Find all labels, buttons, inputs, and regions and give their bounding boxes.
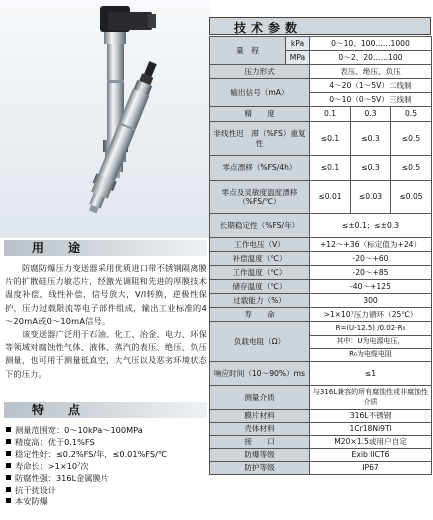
accuracy-label: 精 度: [210, 107, 310, 122]
temp-drift-label: 零点及灵敏度温度漂移（%FS/℃）: [210, 181, 310, 214]
pressure-form-value: 表压、绝压、负压: [310, 65, 432, 79]
work-temp-label: 工作温度（℃）: [210, 266, 310, 280]
protection-label: 防护等级: [210, 462, 310, 475]
nonlinear-label: 非线性迟 滞（%FS）重复性: [210, 122, 310, 156]
spec-row-port: [210, 436, 432, 449]
spec-title: 技术参数: [234, 21, 303, 35]
spec-row-load: [210, 322, 432, 336]
explosion-label: 防爆等级: [210, 449, 310, 462]
comp-temp-value: -20～+60: [310, 252, 432, 266]
usage-title: 用 途: [32, 241, 87, 255]
output-label: 输出信号（mA）: [210, 79, 310, 107]
shell-value: 1Cr18Ni9Ti: [310, 423, 432, 436]
overload-label: 过载能力（%）: [210, 294, 310, 308]
kpa-unit: kPa: [286, 37, 310, 51]
spec-row-range: [210, 37, 432, 51]
zero-drift-value: ≤0.1: [310, 156, 351, 181]
spec-row-life: [210, 308, 432, 322]
spec-row-response: [210, 362, 432, 386]
spec-row-temp-drift: [210, 181, 432, 214]
left-column: [0, 0, 210, 520]
nonlinear-value: ≤0.1: [310, 122, 351, 156]
comp-temp-label: 补偿温度（℃）: [210, 252, 310, 266]
spec-row-work-temp: [210, 266, 432, 280]
features-list: [6, 425, 206, 508]
medium-value: 与316L兼容的所有腐蚀性或非腐蚀性介质: [310, 386, 432, 410]
spec-row-stability: [210, 214, 432, 238]
spec-row-overload: [210, 294, 432, 308]
response-value: ≤1: [310, 362, 432, 386]
spec-row-voltage: [210, 238, 432, 252]
spec-row-explosion: [210, 449, 432, 462]
mpa-value: 0～2、20……100: [310, 51, 432, 65]
feature-item: 抗干扰设计: [6, 485, 206, 497]
stability-value: ≤±0.1；≤±0.3: [310, 214, 432, 238]
feature-item: 稳定性好：≤0.2%FS/年，≤0.01%FS/℃: [6, 449, 206, 461]
usage-text: [5, 262, 207, 381]
spec-row-protection: [210, 462, 432, 475]
product-photo: [0, 0, 210, 238]
storage-temp-value: -40～+125: [310, 280, 432, 294]
spec-row-output: [210, 79, 432, 93]
usage-paragraph: 防腐防爆压力变送器采用优质进口带不锈钢隔离膜片的扩散硅压力敏芯片，经激光调阻和先进的厚膜技术温度补偿，线性补偿，信号放大，V/I转换，逆极性保护，压力过载限流等电子部件组成，输出工业标准的4～20mA或0～10mA信号。: [5, 263, 207, 326]
life-value: >1×10⁷压力循环（25℃）: [310, 308, 432, 322]
nonlinear-value: ≤0.5: [391, 122, 432, 156]
load-value: 其中：U为电源电压，: [310, 336, 432, 349]
diaphragm-label: 膜片材料: [210, 410, 310, 423]
storage-temp-label: 储存温度（℃）: [210, 280, 310, 294]
spec-row-pressure-form: [210, 65, 432, 79]
nonlinear-value: ≤0.3: [351, 122, 391, 156]
port-label: 接 口: [210, 436, 310, 449]
voltage-label: 工作电压（V）: [210, 238, 310, 252]
spec-row-accuracy: [210, 107, 432, 122]
protection-value: IP67: [310, 462, 432, 475]
feature-item: 本安防爆: [6, 496, 206, 508]
spec-table: [209, 36, 432, 475]
port-value: M20×1.5或用户自定: [310, 436, 432, 449]
usage-section-bar: [4, 240, 207, 256]
load-value: R₀为电缆电阻: [310, 349, 432, 362]
features-section-bar: [4, 402, 207, 418]
spec-row-comp-temp: [210, 252, 432, 266]
feature-item: 寿命长：>1×10⁷次: [6, 461, 206, 473]
stability-label: 长期稳定性（%FS/年）: [210, 214, 310, 238]
explosion-value: Exib IICT6: [310, 449, 432, 462]
zero-drift-value: ≤0.3: [351, 156, 391, 181]
accuracy-value: 0.1: [310, 107, 351, 122]
spec-row-nonlinear: [210, 122, 432, 156]
temp-drift-value: ≤0.01: [310, 181, 351, 214]
diaphragm-value: 316L不锈钢: [310, 410, 432, 423]
life-label: 寿 命: [210, 308, 310, 322]
response-label: 响应时间（10～90%）ms: [210, 362, 310, 386]
feature-item: 精度高：优于0.1%FS: [6, 437, 206, 449]
output-value: 0～10（0～5V）三线制: [310, 93, 432, 107]
feature-item: 防腐性强：316L金属膜片: [6, 473, 206, 485]
zero-drift-value: ≤0.5: [391, 156, 432, 181]
spec-row-zero-drift: [210, 156, 432, 181]
temp-drift-value: ≤0.05: [391, 181, 432, 214]
feature-item: 测量范围宽：0～10kPa～100MPa: [6, 425, 206, 437]
output-value: 4～20（1～5V）二线制: [310, 79, 432, 93]
spec-row-medium: [210, 386, 432, 410]
spec-row-shell: [210, 423, 432, 436]
shell-label: 壳体材料: [210, 423, 310, 436]
mpa-unit: MPa: [286, 51, 310, 65]
transmitter-illustration: [0, 0, 210, 238]
temp-drift-value: ≤0.03: [351, 181, 391, 214]
voltage-value: +12～+36（标定值为+24）: [310, 238, 432, 252]
pressure-form-label: 压力形式: [210, 65, 310, 79]
zero-drift-label: 零点漂移（%FS/4h）: [210, 156, 310, 181]
range-label: 量 程: [210, 37, 286, 65]
kpa-value: 0～10、100……1000: [310, 37, 432, 51]
medium-label: 测量介质: [210, 386, 310, 410]
features-title: 特 点: [32, 403, 87, 417]
spec-header: [209, 17, 431, 35]
work-temp-value: -20～+85: [310, 266, 432, 280]
overload-value: 300: [310, 294, 432, 308]
accuracy-value: 0.5: [391, 107, 432, 122]
load-value: R=(U-12.5) /0.02-R₀: [310, 322, 432, 336]
accuracy-value: 0.3: [351, 107, 391, 122]
usage-paragraph: 该变送器广泛用于石油、化工、冶金、电力、环保等领域对腐蚀性气体、液体、蒸汽的表压、绝压、负压测量，也可用于测量低真空，大气压以及恶劣环境状态下的压力。: [5, 329, 207, 379]
spec-row-storage-temp: [210, 280, 432, 294]
spec-row-diaphragm: [210, 410, 432, 423]
load-label: 负载电阻（Ω）: [210, 322, 310, 362]
